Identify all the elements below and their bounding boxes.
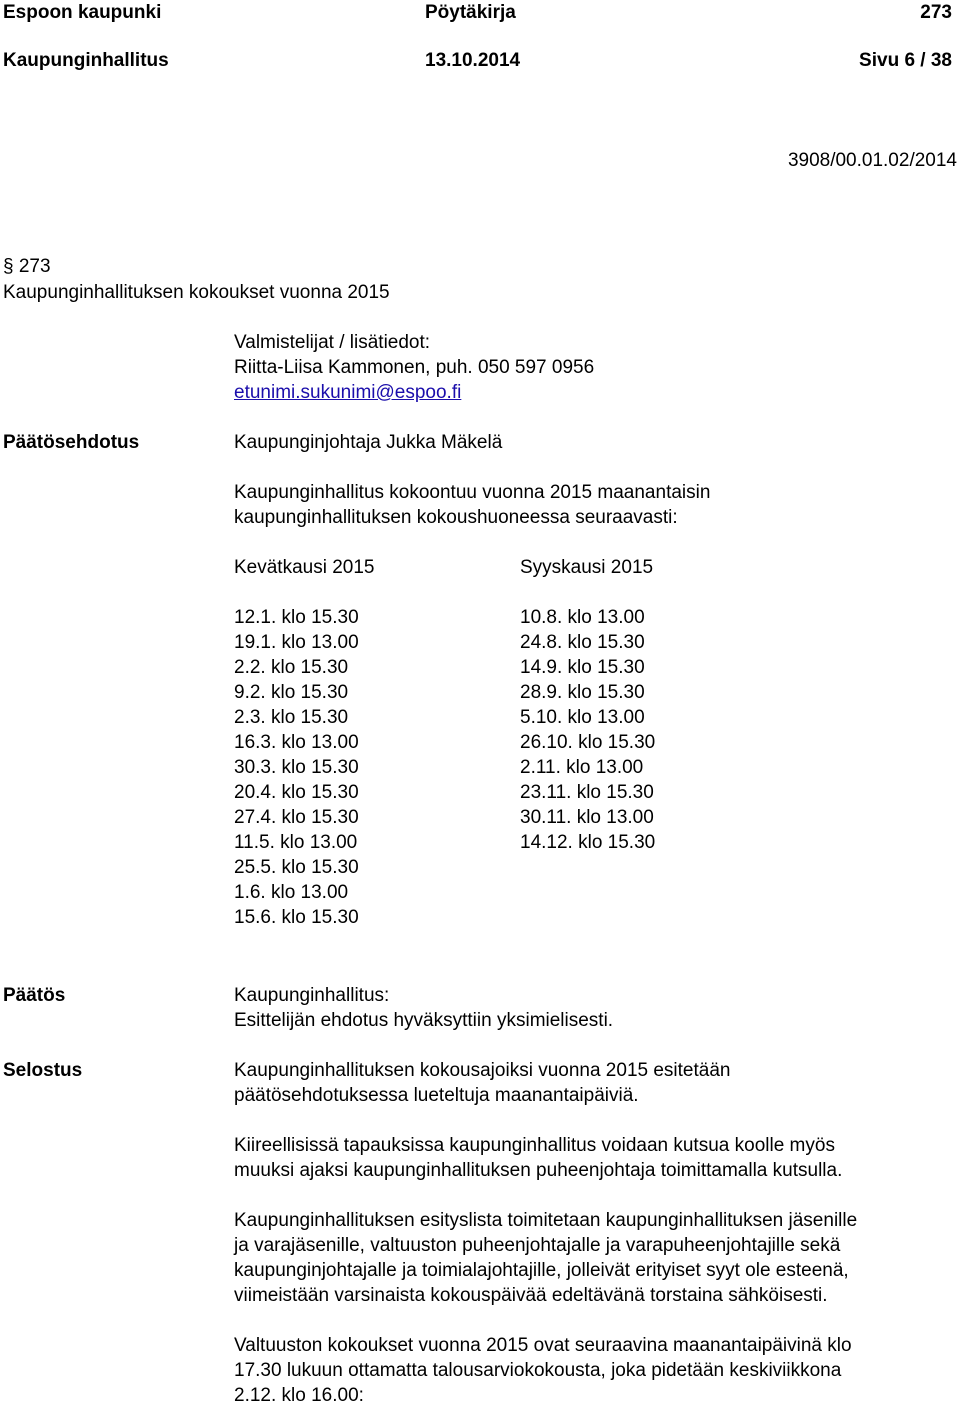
spring-date: 12.1. klo 15.30 <box>234 607 359 628</box>
spring-date: 11.5. klo 13.00 <box>234 832 358 853</box>
explanation-label: Selostus <box>3 1060 83 1081</box>
decision-line: Esittelijän ehdotus hyväksyttiin yksimielisesti. <box>234 1010 614 1031</box>
header-doc-type: Pöytäkirja <box>425 2 516 23</box>
decision-line: Kaupunginhallitus: <box>234 985 390 1006</box>
explanation-line: ja varajäsenille, valtuuston puheenjohtajalle ja varapuheenjohtajille sekä <box>234 1235 841 1256</box>
spring-date: 1.6. klo 13.00 <box>234 882 349 903</box>
explanation-line: viimeistään varsinaista kokouspäivää edeltävänä torstaina sähköisesti. <box>234 1285 828 1306</box>
explanation-line: muuksi ajaksi kaupunginhallituksen puheenjohtaja toimittamalla kutsulla. <box>234 1160 843 1181</box>
explanation-line: Kaupunginhallituksen kokousajoiksi vuonna 2015 esitetään <box>234 1060 731 1081</box>
spring-date: 15.6. klo 15.30 <box>234 907 359 928</box>
autumn-date: 14.12. klo 15.30 <box>520 832 656 853</box>
header-body: Kaupunginhallitus <box>3 50 169 71</box>
explanation-line: päätösehdotuksessa lueteltuja maanantaipäiviä. <box>234 1085 639 1106</box>
explanation-paragraph <box>234 1208 857 1308</box>
autumn-date: 24.8. klo 15.30 <box>520 632 645 653</box>
spring-date: 19.1. klo 13.00 <box>234 632 359 653</box>
autumn-date: 23.11. klo 15.30 <box>520 782 654 803</box>
header-page-number: Sivu 6 / 38 <box>859 50 952 71</box>
proposal-label: Päätösehdotus <box>3 432 140 453</box>
proposer: Kaupunginjohtaja Jukka Mäkelä <box>234 432 503 453</box>
spring-header: Kevätkausi 2015 <box>234 557 375 578</box>
spring-date: 9.2. klo 15.30 <box>234 682 349 703</box>
proposal-text <box>234 480 710 530</box>
spring-date: 16.3. klo 13.00 <box>234 732 359 753</box>
header-date: 13.10.2014 <box>425 50 521 71</box>
autumn-date: 26.10. klo 15.30 <box>520 732 656 753</box>
decision-label: Päätös <box>3 985 66 1006</box>
explanation-line: Kaupunginhallituksen esityslista toimitetaan kaupunginhallituksen jäsenille <box>234 1210 858 1231</box>
autumn-date: 2.11. klo 13.00 <box>520 757 644 778</box>
preparers-label: Valmistelijat / lisätiedot: <box>234 332 431 353</box>
autumn-date: 28.9. klo 15.30 <box>520 682 645 703</box>
spring-date: 2.3. klo 15.30 <box>234 707 349 728</box>
spring-dates <box>234 605 359 930</box>
explanation-line: kaupunginjohtajalle ja toimialajohtajille, jolleivät erityiset syyt ole esteenä, <box>234 1260 849 1281</box>
autumn-date: 14.9. klo 15.30 <box>520 657 645 678</box>
explanation-line: Kiireellisissä tapauksissa kaupunginhallitus voidaan kutsua koolle myös <box>234 1135 835 1156</box>
spring-date: 20.4. klo 15.30 <box>234 782 359 803</box>
autumn-date: 5.10. klo 13.00 <box>520 707 645 728</box>
header-org: Espoon kaupunki <box>3 2 162 23</box>
spring-date: 27.4. klo 15.30 <box>234 807 359 828</box>
autumn-dates <box>520 605 655 855</box>
explanation-paragraph <box>234 1058 730 1108</box>
section-line: § 273 <box>3 256 51 277</box>
spring-date: 30.3. klo 15.30 <box>234 757 359 778</box>
explanation-line: 17.30 lukuun ottamatta talousarviokokousta, joka pidetään keskiviikkona <box>234 1360 842 1381</box>
explanation-paragraph <box>234 1133 842 1183</box>
proposal-line: kaupunginhallituksen kokoushuoneessa seuraavasti: <box>234 507 678 528</box>
autumn-date: 30.11. klo 13.00 <box>520 807 654 828</box>
autumn-header: Syyskausi 2015 <box>520 557 654 578</box>
record-number: 3908/00.01.02/2014 <box>787 150 957 171</box>
explanation-line: Valtuuston kokoukset vuonna 2015 ovat seuraavina maanantaipäivinä klo <box>234 1335 852 1356</box>
spring-date: 2.2. klo 15.30 <box>234 657 349 678</box>
preparer-name-phone: Riitta-Liisa Kammonen, puh. 050 597 0956 <box>234 357 595 378</box>
decision-text <box>234 983 613 1033</box>
autumn-date: 10.8. klo 13.00 <box>520 607 645 628</box>
spring-date: 25.5. klo 15.30 <box>234 857 359 878</box>
preparer-email-link[interactable]: etunimi.sukunimi@espoo.fi <box>234 382 462 403</box>
item-title: Kaupunginhallituksen kokoukset vuonna 2015 <box>3 282 390 303</box>
explanation-paragraph <box>234 1333 852 1408</box>
explanation-line: 2.12. klo 16.00: <box>234 1385 364 1406</box>
proposal-line: Kaupunginhallitus kokoontuu vuonna 2015 maanantaisin <box>234 482 711 503</box>
header-section-number: 273 <box>920 2 952 23</box>
